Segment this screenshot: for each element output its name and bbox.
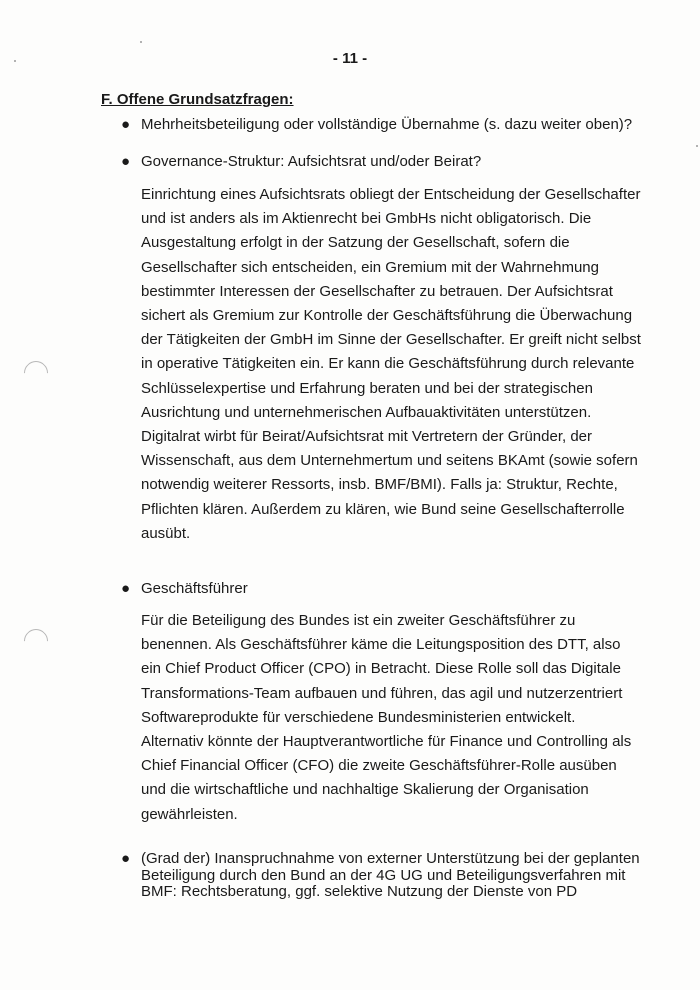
bullet-line: Beteiligung durch den Bund an der 4G UG und Beteiligungsverfahren mit (141, 866, 626, 884)
bullet-marker: ● (121, 580, 131, 597)
paragraph-line: gewährleisten. (141, 805, 238, 823)
bullet-item-ownership: Mehrheitsbeteiligung oder vollständige Übernahme (s. dazu weiter oben)? (141, 116, 633, 133)
page-number: - 11 - (332, 50, 368, 67)
section-heading: F. Offene Grundsatzfragen: (101, 91, 294, 108)
bullet-item-external-support (141, 851, 641, 901)
paragraph-line: Für die Beteiligung des Bundes ist ein zweiter Geschäftsführer zu (141, 612, 576, 629)
bullet-line: (Grad der) Inanspruchnahme von externer Unterstützung bei der geplanten (141, 850, 640, 867)
bullet-marker: ● (121, 850, 131, 867)
paragraph-line: in operative Tätigkeiten ein. Er kann die Geschäftsführung durch relevante (141, 355, 635, 373)
punch-hole-mark (19, 624, 53, 658)
paragraph-line: ein Chief Product Officer (CPO) in Betracht. Diese Rolle soll das Digitale (141, 660, 621, 678)
paragraph-line: Digitalrat wirbt für Beirat/Aufsichtsrat mit Vertretern der Gründer, der (141, 428, 593, 446)
paragraph-line: bestimmter Interessen der Gesellschafter zu betrauen. Der Aufsichtsrat (141, 282, 613, 300)
bullet-line: BMF: Rechtsberatung, ggf. selektive Nutzung der Dienste von PD (141, 883, 578, 900)
paragraph-line: Schlüsselexpertise und Erfahrung beraten und bei der strategischen (141, 379, 593, 397)
bullet-marker: ● (121, 116, 131, 133)
paragraph-line: der Tätigkeiten der GmbH im Sinne der Gesellschafter. Er greift nicht selbst (141, 331, 641, 349)
paragraph-line: ausübt. (141, 524, 191, 542)
paragraph-line: und ist anders als im Aktienrecht bei GmbHs nicht obligatorisch. Die (141, 210, 592, 228)
paragraph-line: notwendig weiterer Ressorts, insb. BMF/BMI). Falls ja: Struktur, Rechte, (141, 476, 618, 494)
bullet-item-managing-director: Geschäftsführer (141, 580, 248, 597)
paragraph-line: sichert als Gremium zur Kontrolle der Geschäftsführung die Überwachung (141, 307, 633, 325)
paragraph-line: Einrichtung eines Aufsichtsrats obliegt der Entscheidung der Gesellschafter (141, 186, 641, 203)
scan-speck (140, 41, 142, 43)
paragraph-line: Ausgestaltung erfolgt in der Satzung der Gesellschaft, sofern die (141, 234, 570, 252)
paragraph-line: Ausrichtung und unternehmerischen Aufbauaktivitäten unterstützen. (141, 403, 592, 421)
paragraph-line: Pflichten klären. Außerdem zu klären, wie Bund seine Gesellschafterrolle (141, 500, 625, 518)
managing-director-paragraph (141, 609, 641, 827)
bullet-item-governance: Governance-Struktur: Aufsichtsrat und/oder Beirat? (141, 153, 482, 170)
paragraph-line: benennen. Als Geschäftsführer käme die Leitungsposition des DTT, also (141, 636, 621, 654)
paragraph-line: Transformations-Team aufbauen und führen, das agil und nutzerzentriert (141, 684, 623, 702)
paragraph-line: Softwareprodukte für verschiedene Bundesministerien entwickelt. (141, 708, 576, 726)
scan-speck (696, 145, 698, 147)
bullet-marker: ● (121, 153, 131, 170)
punch-hole-mark (19, 356, 53, 390)
paragraph-line: Wissenschaft, aus dem Unternehmertum und seitens BKAmt (sowie sofern (141, 452, 638, 470)
paragraph-line: Gesellschafter sich entscheiden, ein Gremium mit der Wahrnehmung (141, 258, 599, 276)
paragraph-line: und die wirtschaftliche und nachhaltige Skalierung der Organisation (141, 781, 589, 799)
paragraph-line: Chief Financial Officer (CFO) die zweite Geschäftsführer-Rolle ausüben (141, 757, 617, 775)
scan-speck (14, 60, 16, 62)
paragraph-line: Alternativ könnte der Hauptverantwortliche für Finance und Controlling als (141, 733, 632, 751)
governance-paragraph (141, 183, 641, 546)
